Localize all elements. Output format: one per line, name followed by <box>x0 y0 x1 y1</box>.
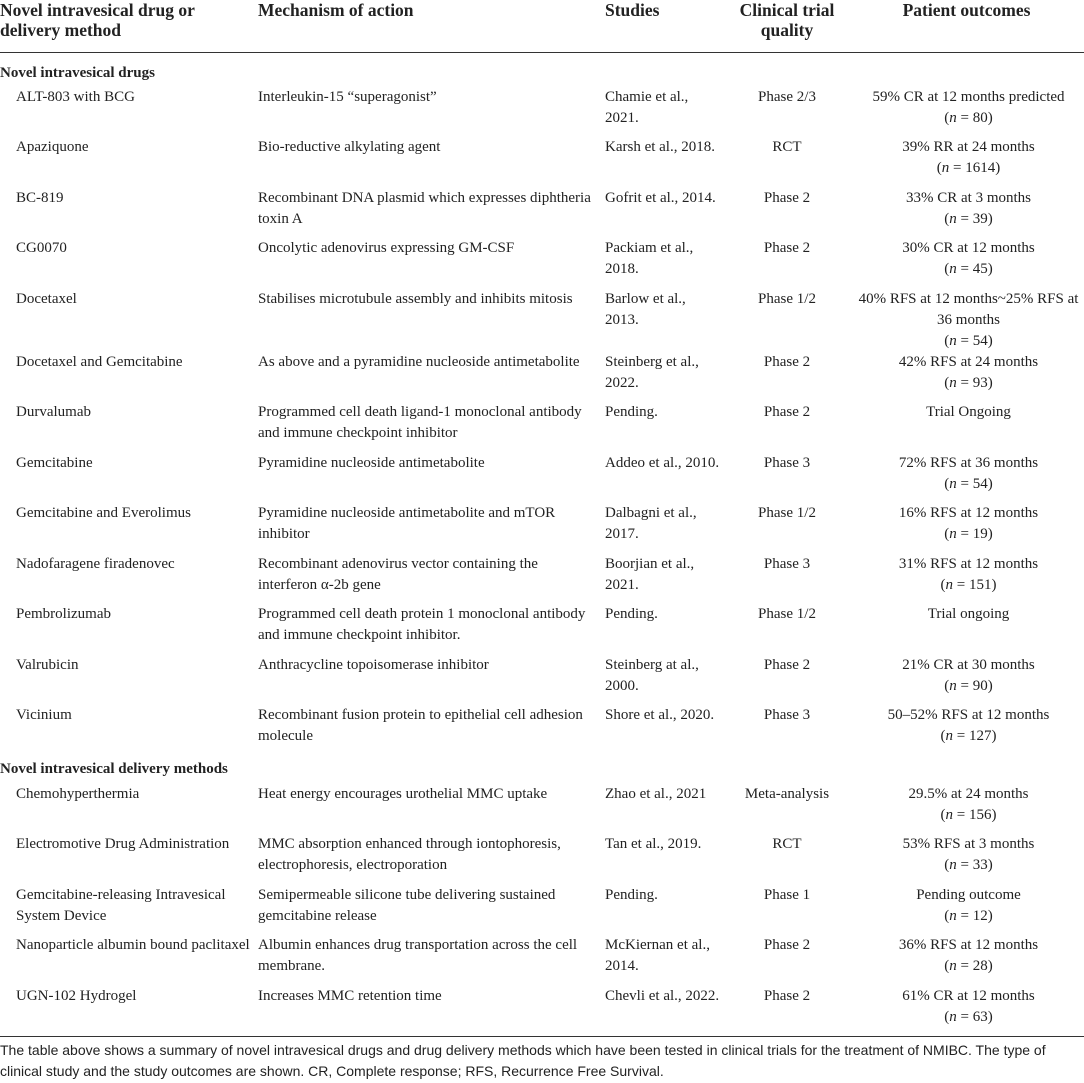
outcome-sample-size: (n = 12) <box>944 907 993 924</box>
outcome-text: 36% RFS at 12 months <box>898 937 1039 953</box>
table-row <box>0 655 1084 706</box>
cell-drug-name: Gemcitabine-releasing Intravesical System Device <box>16 886 226 924</box>
outcome-sample-size: (n = 156) <box>940 806 997 823</box>
outcome-sample-size: (n = 54) <box>944 475 993 492</box>
cell-study: Pending. <box>605 404 658 420</box>
cell-drug-name: Chemohyperthermia <box>16 785 140 802</box>
cell-outcome <box>849 453 1084 504</box>
cell-outcome <box>849 352 1084 403</box>
cell-drug-name: BC-819 <box>16 189 64 206</box>
cell-outcome <box>849 289 1084 352</box>
outcome-text: 50–52% RFS at 12 months <box>887 707 1050 723</box>
table-row <box>0 604 1084 655</box>
cell-mechanism: Oncolytic adenovirus expressing GM-CSF <box>258 240 515 256</box>
cell-study: Packiam et al., 2018. <box>605 240 694 277</box>
cell-outcome <box>849 604 1084 655</box>
cell-quality: Phase 2 <box>763 353 811 370</box>
cell-study: Shore et al., 2020. <box>605 707 715 723</box>
cell-outcome <box>849 885 1084 936</box>
cell-outcome <box>849 655 1084 706</box>
section-header-row <box>0 756 1084 784</box>
cell-outcome <box>849 188 1084 239</box>
table-row <box>0 238 1084 289</box>
cell-quality: Phase 3 <box>763 555 811 572</box>
outcome-sample-size: (n = 28) <box>944 958 993 974</box>
cell-outcome <box>849 554 1084 605</box>
cell-drug-name: Docetaxel and Gemcitabine <box>16 353 183 370</box>
outcome-text: 29.5% at 24 months <box>908 785 1029 802</box>
cell-quality: Phase 2 <box>763 240 811 256</box>
outcome-sample-size: (n = 39) <box>944 210 993 227</box>
outcome-sample-size: (n = 33) <box>944 857 993 873</box>
cell-quality: Phase 2 <box>725 986 849 1037</box>
cell-drug-name: UGN-102 Hydrogel <box>0 986 252 1037</box>
outcome-sample-size: (n = 1614) <box>936 160 1001 176</box>
cell-quality: Phase 1 <box>763 886 811 903</box>
outcome-text: 16% RFS at 12 months <box>898 505 1039 521</box>
outcome-text: Pending outcome <box>916 886 1021 903</box>
cell-quality: Phase 2 <box>763 937 811 953</box>
cell-quality: Meta-analysis <box>744 785 830 802</box>
table-row <box>0 986 1084 1037</box>
table-row <box>0 137 1084 188</box>
cell-quality: RCT <box>772 836 802 852</box>
cell-drug-name: Durvalumab <box>16 404 91 420</box>
cell-study: Addeo et al., 2010. <box>605 454 720 471</box>
cell-outcome <box>849 705 1084 756</box>
cell-study: Barlow et al., 2013. <box>605 290 686 328</box>
cell-study: Gofrit et al., 2014. <box>605 189 716 206</box>
cell-study: Karsh et al., 2018. <box>605 139 715 155</box>
cell-study: Zhao et al., 2021 <box>605 785 707 802</box>
table-row <box>0 289 1084 352</box>
section-title: Novel intravesical drugs <box>0 65 155 82</box>
cell-outcome <box>849 503 1084 554</box>
cell-drug-name: Electromotive Drug Administration <box>16 836 230 852</box>
header-mechanism: Mechanism of action <box>252 0 599 53</box>
cell-drug-name: Docetaxel <box>16 290 77 307</box>
cell-mechanism: Pyramidine nucleoside antimetabolite and mTOR inhibitor <box>258 505 556 542</box>
cell-outcome <box>849 137 1084 188</box>
cell-drug-name: Nanoparticle albumin bound paclitaxel <box>16 937 250 953</box>
cell-drug-name: CG0070 <box>16 240 67 256</box>
cell-outcome <box>849 986 1084 1037</box>
cell-study: Dalbagni et al., 2017. <box>605 505 697 542</box>
cell-study: Chamie et al., 2021. <box>605 88 689 126</box>
cell-drug-name: Gemcitabine <box>16 454 93 471</box>
outcome-text: 39% RR at 24 months <box>902 139 1035 155</box>
cell-mechanism: Bio-reductive alkylating agent <box>258 139 441 155</box>
section-header-row <box>0 53 1084 87</box>
cell-drug-name: Pembrolizumab <box>16 606 111 622</box>
header-studies: Studies <box>599 0 725 53</box>
cell-quality: Phase 2 <box>763 656 811 673</box>
header-drug: Novel intravesical drug or delivery method <box>0 0 252 53</box>
cell-drug-name: Vicinium <box>16 707 72 723</box>
cell-mechanism: Heat energy encourages urothelial MMC uptake <box>258 785 548 802</box>
outcome-text: Trial ongoing <box>927 606 1010 622</box>
table-body <box>0 53 1084 1037</box>
cell-quality: Phase 1/2 <box>758 606 816 622</box>
table-row <box>0 87 1084 138</box>
cell-study: Boorjian et al., 2021. <box>605 555 695 593</box>
outcome-text: 31% RFS at 12 months <box>898 555 1039 572</box>
outcome-sample-size: (n = 54) <box>944 332 993 349</box>
table-row <box>0 453 1084 504</box>
cell-mechanism: Increases MMC retention time <box>252 986 599 1037</box>
outcome-sample-size: (n = 151) <box>940 576 997 593</box>
outcome-sample-size: (n = 90) <box>944 677 993 694</box>
cell-outcome <box>849 784 1084 835</box>
table-row <box>0 503 1084 554</box>
cell-quality: Phase 1/2 <box>758 505 816 521</box>
table-row <box>0 705 1084 756</box>
cell-study: Tan et al., 2019. <box>605 836 702 852</box>
cell-outcome <box>849 935 1084 986</box>
cell-quality: Phase 3 <box>763 454 811 471</box>
cell-mechanism: Semipermeable silicone tube delivering sustained gemcitabine release <box>258 886 556 924</box>
cell-study: Pending. <box>605 606 658 622</box>
outcome-text: 59% CR at 12 months predicted <box>872 88 1065 105</box>
cell-quality: Phase 3 <box>763 707 811 723</box>
outcome-text: 33% CR at 3 months <box>905 189 1031 206</box>
header-row <box>0 0 1084 53</box>
table-row <box>0 188 1084 239</box>
table-footnote: The table above shows a summary of novel intravesical drugs and drug delivery methods which have been tested in clinical trials for the treatment of NMIBC. The type of clinical study and the study outcomes are shown. CR, Complete response; RFS, Recurrence Free Survival. <box>0 1042 1046 1079</box>
cell-study: McKiernan et al., 2014. <box>605 937 710 974</box>
cell-quality: Phase 2 <box>763 404 811 420</box>
outcome-text: 40% RFS at 12 months~25% RFS at 36 months <box>858 290 1079 328</box>
table-row <box>0 402 1084 453</box>
outcome-sample-size: (n = 127) <box>940 728 997 744</box>
table-row <box>0 352 1084 403</box>
cell-quality: Phase 2/3 <box>758 88 816 105</box>
outcome-text: 72% RFS at 36 months <box>898 454 1039 471</box>
outcome-sample-size: (n = 19) <box>944 526 993 542</box>
outcome-text: 21% CR at 30 months <box>902 656 1035 673</box>
outcome-text: 42% RFS at 24 months <box>898 353 1039 370</box>
table-row <box>0 935 1084 986</box>
cell-mechanism: Albumin enhances drug transportation across the cell membrane. <box>258 937 578 974</box>
cell-mechanism: Recombinant DNA plasmid which expresses diphtheria toxin A <box>258 189 591 227</box>
cell-quality: RCT <box>772 139 802 155</box>
table-row <box>0 554 1084 605</box>
cell-mechanism: MMC absorption enhanced through iontophoresis, electrophoresis, electroporation <box>258 836 561 873</box>
cell-mechanism: Interleukin-15 “superagonist” <box>258 88 437 105</box>
cell-mechanism: Stabilises microtubule assembly and inhibits mitosis <box>258 290 573 307</box>
cell-mechanism: Recombinant adenovirus vector containing the interferon α-2b gene <box>258 555 538 593</box>
cell-study: Steinberg et al., 2022. <box>605 353 699 391</box>
cell-quality: Phase 1/2 <box>758 290 816 307</box>
header-outcomes: Patient outcomes <box>849 0 1084 53</box>
outcome-sample-size: (n = 93) <box>944 374 993 391</box>
outcome-text: 61% CR at 12 months <box>902 987 1035 1004</box>
cell-outcome <box>849 87 1084 138</box>
cell-mechanism: Programmed cell death protein 1 monoclonal antibody and immune checkpoint inhibitor. <box>258 606 586 643</box>
cell-study: Chevli et al., 2022. <box>599 986 725 1037</box>
cell-drug-name: Gemcitabine and Everolimus <box>16 505 191 521</box>
cell-study: Pending. <box>605 886 658 903</box>
cell-outcome <box>849 834 1084 885</box>
cell-mechanism: Programmed cell death ligand-1 monoclonal antibody and immune checkpoint inhibitor <box>258 404 582 441</box>
table-row <box>0 834 1084 885</box>
cell-drug-name: ALT-803 with BCG <box>16 88 135 105</box>
table-row <box>0 784 1084 835</box>
cell-drug-name: Valrubicin <box>16 656 79 673</box>
cell-outcome <box>849 402 1084 453</box>
cell-mechanism: Recombinant fusion protein to epithelial cell adhesion molecule <box>258 707 583 744</box>
outcome-sample-size: (n = 80) <box>944 109 993 126</box>
cell-quality: Phase 2 <box>763 189 811 206</box>
cell-mechanism: Pyramidine nucleoside antimetabolite <box>258 454 485 471</box>
cell-mechanism: As above and a pyramidine nucleoside antimetabolite <box>258 353 580 370</box>
outcome-text: Trial Ongoing <box>926 404 1011 420</box>
cell-mechanism: Anthracycline topoisomerase inhibitor <box>258 656 489 673</box>
cell-drug-name: Apaziquone <box>16 139 89 155</box>
outcome-sample-size: (n = 63) <box>944 1008 993 1025</box>
header-quality: Clinical trial quality <box>725 0 849 53</box>
outcome-text: 53% RFS at 3 months <box>902 836 1035 852</box>
outcome-text: 30% CR at 12 months <box>902 240 1035 256</box>
cell-drug-name: Nadofaragene firadenovec <box>16 555 175 572</box>
cell-study: Steinberg at al., 2000. <box>605 656 699 694</box>
cell-outcome <box>849 238 1084 289</box>
section-title: Novel intravesical delivery methods <box>0 761 228 777</box>
outcome-sample-size: (n = 45) <box>944 261 993 277</box>
table-row <box>0 885 1084 936</box>
